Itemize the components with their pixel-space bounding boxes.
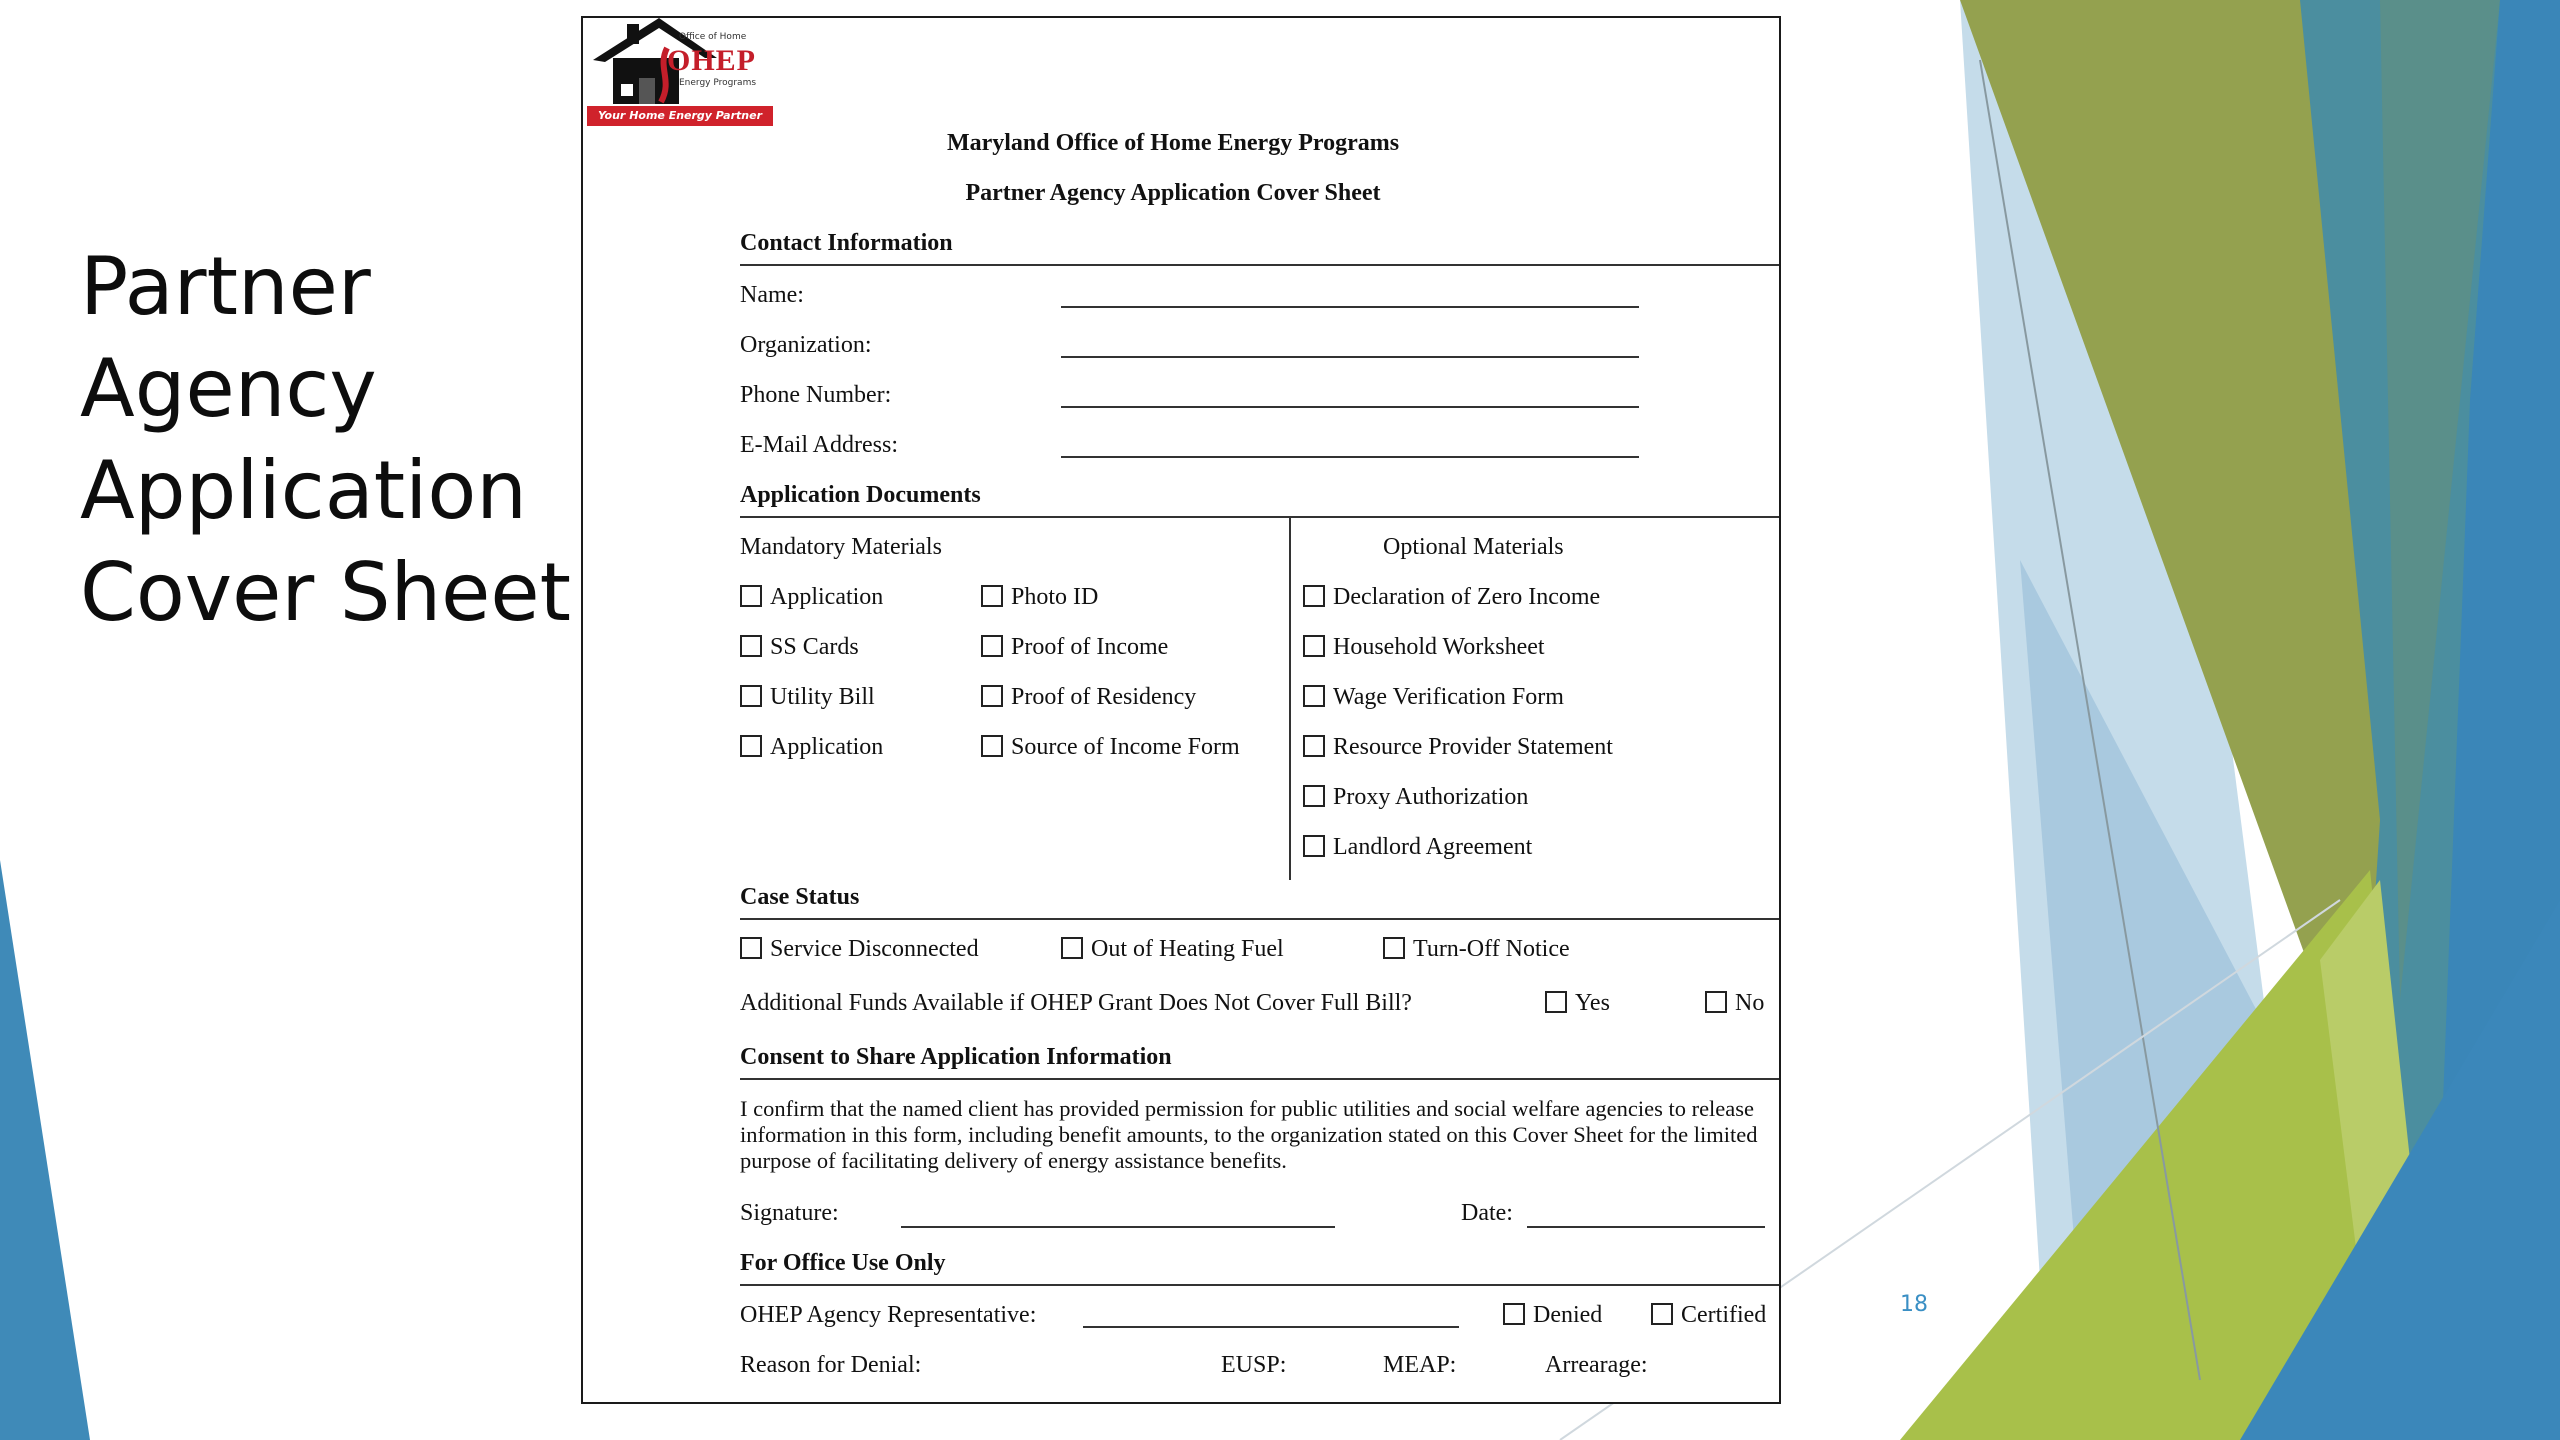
checkbox-label: Photo ID — [1011, 584, 1099, 610]
optional-materials-header: Optional Materials — [1383, 534, 1564, 560]
section-case-status: Case Status — [740, 884, 860, 910]
label-signature: Signature: — [740, 1200, 839, 1226]
checkbox-icon — [1303, 585, 1325, 607]
checkbox-out-of-heating-fuel[interactable] — [1061, 936, 1284, 963]
checkbox-icon — [981, 635, 1003, 657]
label-date: Date: — [1461, 1200, 1513, 1226]
slide-number: 18 — [1900, 1292, 1928, 1317]
checkbox-icon — [1303, 835, 1325, 857]
checkbox-label: Yes — [1575, 990, 1610, 1016]
checkbox-application-2[interactable] — [740, 734, 883, 761]
checkbox-label: SS Cards — [770, 634, 859, 660]
signature-field[interactable] — [901, 1226, 1335, 1228]
divider — [740, 1078, 1781, 1080]
section-application-documents: Application Documents — [740, 482, 981, 508]
label-reason-for-denial: Reason for Denial: — [740, 1352, 922, 1378]
date-field[interactable] — [1527, 1226, 1765, 1228]
logo-acronym: OHEP — [667, 44, 757, 77]
divider — [740, 918, 1781, 920]
checkbox-declaration-of-zero-income[interactable] — [1303, 584, 1600, 611]
email-address-field[interactable] — [1061, 456, 1639, 458]
agency-representative-field[interactable] — [1083, 1326, 1459, 1328]
checkbox-landlord-agreement[interactable] — [1303, 834, 1532, 861]
column-divider — [1289, 518, 1291, 880]
checkbox-denied[interactable] — [1503, 1302, 1602, 1329]
checkbox-application[interactable] — [740, 584, 883, 611]
checkbox-label: Proof of Income — [1011, 634, 1169, 660]
divider — [740, 1284, 1781, 1286]
label-name: Name: — [740, 282, 804, 308]
label-meap: MEAP: — [1383, 1352, 1457, 1378]
checkbox-label: Out of Heating Fuel — [1091, 936, 1284, 962]
checkbox-icon — [740, 735, 762, 757]
checkbox-icon — [1503, 1303, 1525, 1325]
checkbox-icon — [1303, 735, 1325, 757]
checkbox-icon — [1303, 635, 1325, 657]
checkbox-proof-of-income[interactable] — [981, 634, 1168, 661]
checkbox-wage-verification-form[interactable] — [1303, 684, 1564, 711]
checkbox-icon — [740, 685, 762, 707]
checkbox-service-disconnected[interactable] — [740, 936, 979, 963]
checkbox-label: Wage Verification Form — [1333, 684, 1564, 710]
checkbox-label: Application — [770, 584, 884, 610]
slide-title-line: Cover Sheet — [80, 546, 571, 639]
checkbox-icon — [981, 585, 1003, 607]
checkbox-label: Landlord Agreement — [1333, 834, 1533, 860]
checkbox-label: Source of Income Form — [1011, 734, 1240, 760]
mandatory-materials-header: Mandatory Materials — [740, 534, 942, 560]
checkbox-icon — [981, 685, 1003, 707]
phone-number-field[interactable] — [1061, 406, 1639, 408]
checkbox-turn-off-notice[interactable] — [1383, 936, 1570, 963]
checkbox-photo-id[interactable] — [981, 584, 1098, 611]
divider — [740, 516, 1781, 518]
slide-title-line: Agency — [80, 342, 377, 435]
form-heading-1: Maryland Office of Home Energy Programs — [946, 130, 1400, 156]
checkbox-label: Proxy Authorization — [1333, 784, 1529, 810]
section-consent: Consent to Share Application Information — [740, 1044, 1172, 1070]
label-phone-number: Phone Number: — [740, 382, 892, 408]
checkbox-icon — [740, 937, 762, 959]
checkbox-icon — [740, 585, 762, 607]
checkbox-label: Certified — [1681, 1302, 1767, 1328]
checkbox-icon — [1545, 991, 1567, 1013]
section-contact-information: Contact Information — [740, 230, 953, 256]
checkbox-icon — [1303, 785, 1325, 807]
checkbox-icon — [1061, 937, 1083, 959]
checkbox-no[interactable] — [1705, 990, 1764, 1017]
ohep-logo — [587, 18, 773, 128]
logo-top-text: Office of Home — [679, 32, 747, 42]
checkbox-utility-bill[interactable] — [740, 684, 875, 711]
checkbox-yes[interactable] — [1545, 990, 1610, 1017]
label-arrearage: Arrearage: — [1545, 1352, 1648, 1378]
checkbox-label: Proof of Residency — [1011, 684, 1197, 710]
checkbox-label: Denied — [1533, 1302, 1603, 1328]
checkbox-household-worksheet[interactable] — [1303, 634, 1545, 661]
checkbox-certified[interactable] — [1651, 1302, 1766, 1329]
label-eusp: EUSP: — [1221, 1352, 1287, 1378]
consent-text: I confirm that the named client has provided permission for public utilities and social welfare agencies to release information in this form, including benefit amounts, to the organization stated on this Cover Sheet for the limited purpose of facilitating delivery of energy assistance benefits. — [740, 1096, 1758, 1173]
organization-field[interactable] — [1061, 356, 1639, 358]
checkbox-icon — [1705, 991, 1727, 1013]
checkbox-label: Resource Provider Statement — [1333, 734, 1613, 760]
label-agency-representative: OHEP Agency Representative: — [740, 1302, 1037, 1328]
checkbox-icon — [1651, 1303, 1673, 1325]
divider — [740, 264, 1781, 266]
checkbox-label: Declaration of Zero Income — [1333, 584, 1601, 610]
form-document — [581, 16, 1781, 1404]
checkbox-icon — [740, 635, 762, 657]
slide-title-line: Partner — [80, 240, 371, 333]
checkbox-label: No — [1735, 990, 1765, 1016]
label-organization: Organization: — [740, 332, 872, 358]
checkbox-proof-of-residency[interactable] — [981, 684, 1196, 711]
slide-title — [80, 236, 580, 644]
checkbox-proxy-authorization[interactable] — [1303, 784, 1528, 811]
checkbox-label: Service Disconnected — [770, 936, 979, 962]
checkbox-icon — [1383, 937, 1405, 959]
name-field[interactable] — [1061, 306, 1639, 308]
form-heading-2: Partner Agency Application Cover Sheet — [965, 180, 1381, 206]
checkbox-label: Utility Bill — [770, 684, 875, 710]
checkbox-label: Turn-Off Notice — [1413, 936, 1570, 962]
logo-tagline: Your Home Energy Partner — [587, 106, 773, 126]
checkbox-ss-cards[interactable] — [740, 634, 859, 661]
checkbox-resource-provider-statement[interactable] — [1303, 734, 1613, 761]
checkbox-label: Application — [770, 734, 884, 760]
left-blue-shape — [0, 860, 90, 1440]
checkbox-label: Household Worksheet — [1333, 634, 1545, 660]
section-office-use-only: For Office Use Only — [740, 1250, 946, 1276]
additional-funds-question: Additional Funds Available if OHEP Grant Does Not Cover Full Bill? — [740, 990, 1412, 1016]
slide-title-line: Application — [80, 444, 527, 537]
checkbox-icon — [1303, 685, 1325, 707]
logo-sub-text: Energy Programs — [679, 78, 757, 88]
checkbox-icon — [981, 735, 1003, 757]
checkbox-source-of-income-form[interactable] — [981, 734, 1240, 761]
label-email-address: E-Mail Address: — [740, 432, 898, 458]
